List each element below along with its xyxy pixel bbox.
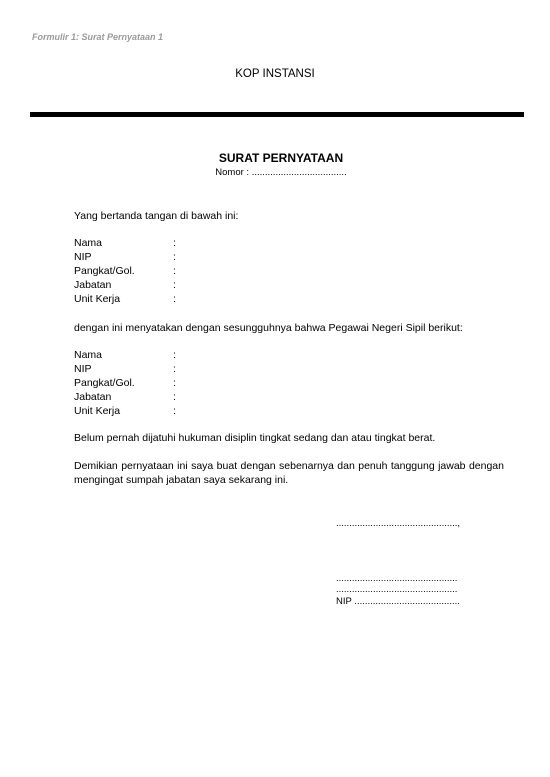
- signer-field-nama: [74, 236, 176, 250]
- field-colon: :: [173, 349, 176, 361]
- signer-field-nip: [74, 250, 176, 264]
- field-label: Unit Kerja: [74, 293, 121, 305]
- field-colon: :: [173, 265, 176, 277]
- signer-field-jabatan: [74, 278, 176, 292]
- field-label: Unit Kerja: [74, 405, 121, 417]
- signer-field-pangkat: [74, 264, 176, 278]
- field-colon: :: [173, 237, 176, 249]
- field-colon: :: [173, 391, 176, 403]
- closing-paragraph: Demikian pernyataan ini saya buat dengan sebenarnya dan penuh tanggung jawab dengan mengingat sumpah jabatan saya sekarang ini.: [74, 460, 504, 486]
- declaration-paragraph: Belum pernah dijatuhi hukuman disiplin tingkat sedang dan atau tingkat berat.: [74, 432, 436, 444]
- employee-field-jabatan: [74, 390, 176, 404]
- intro-paragraph: Yang bertanda tangan di bawah ini:: [74, 210, 239, 222]
- field-colon: :: [173, 405, 176, 417]
- field-label: Jabatan: [74, 391, 112, 403]
- employee-field-unit-kerja: [74, 404, 176, 418]
- statement-paragraph: dengan ini menyatakan dengan sesungguhnya bahwa Pegawai Negeri Sipil berikut:: [74, 322, 463, 334]
- field-colon: :: [173, 279, 176, 291]
- signer-field-unit-kerja: [74, 292, 176, 306]
- signature-name-line: ..............................................: [336, 573, 458, 584]
- signer-fields: [74, 236, 176, 306]
- signature-rank-line: ..............................................: [336, 584, 458, 595]
- field-label: Nama: [74, 237, 103, 249]
- signature-nip-line: NIP ........................................: [336, 596, 460, 607]
- kop-instansi: KOP INSTANSI: [235, 68, 315, 80]
- employee-fields: [74, 348, 176, 418]
- field-label: Nama: [74, 349, 103, 361]
- document-number: Nomor : ....................................: [215, 167, 347, 178]
- field-label: Pangkat/Gol.: [74, 377, 135, 389]
- field-label: NIP: [74, 251, 92, 263]
- field-colon: :: [173, 293, 176, 305]
- header-divider: [30, 112, 524, 117]
- field-label: Pangkat/Gol.: [74, 265, 135, 277]
- form-label: Formulir 1: Surat Pernyataan 1: [32, 32, 164, 42]
- document-title: SURAT PERNYATAAN: [218, 151, 344, 165]
- field-label: Jabatan: [74, 279, 112, 291]
- signature-place-date: ..............................................,: [336, 518, 461, 529]
- field-colon: :: [173, 251, 176, 263]
- employee-field-nip: [74, 362, 176, 376]
- employee-field-pangkat: [74, 376, 176, 390]
- employee-field-nama: [74, 348, 176, 362]
- field-label: NIP: [74, 363, 92, 375]
- field-colon: :: [173, 363, 176, 375]
- field-colon: :: [173, 377, 176, 389]
